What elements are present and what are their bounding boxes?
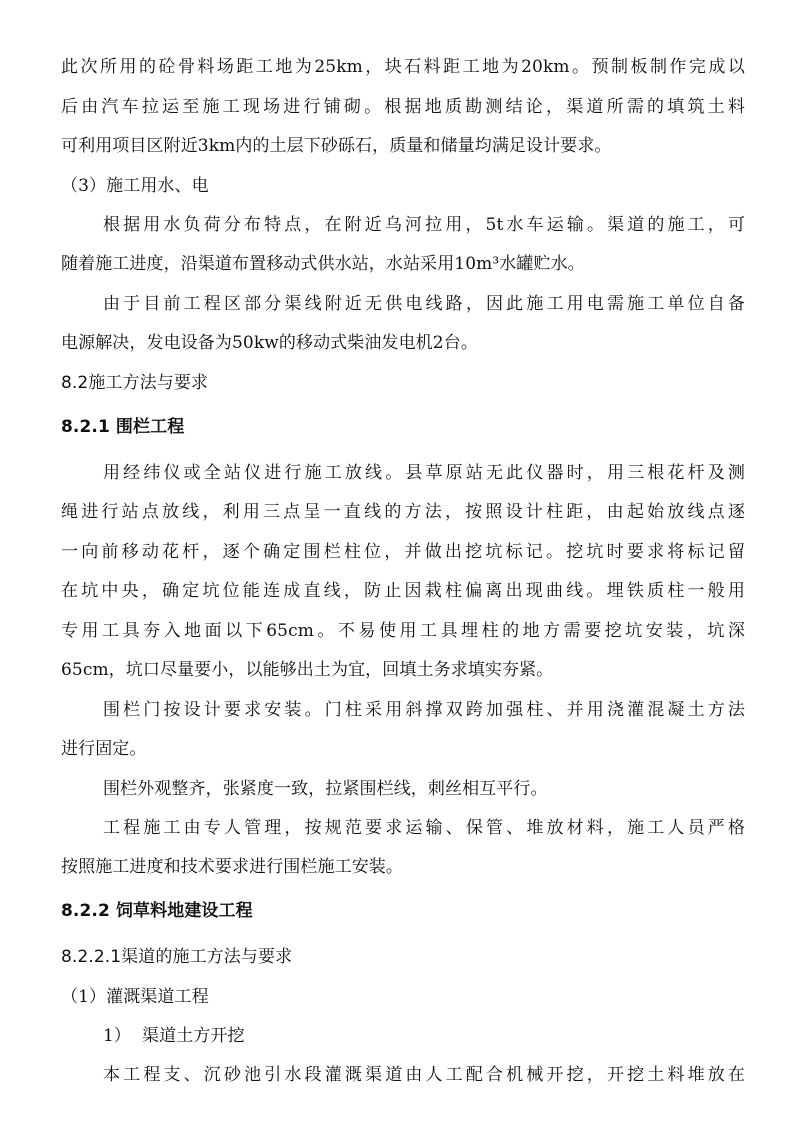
section-heading: 8.2施工方法与要求 [61, 373, 209, 393]
paragraph-line: 在坑中央，确定坑位能连成直线，防止因栽柱偏离出现曲线。埋铁质柱一般用 [61, 581, 745, 601]
paragraph-line: 由于目前工程区部分渠线附近无供电线路，因此施工用电需施工单位自备 [103, 294, 745, 314]
paragraph-line: 后由汽车拉运至施工现场进行铺砌。根据地质勘测结论，渠道所需的填筑土料 [61, 97, 745, 117]
paragraph-line: 可利用项目区附近3km内的土层下砂砾石，质量和储量均满足设计要求。 [61, 136, 612, 156]
subsection-heading: 8.2.2 饲草料地建设工程 [61, 901, 253, 921]
section-subheading: （3）施工用水、电 [61, 176, 209, 196]
paragraph-line: 专用工具夯入地面以下65cm。不易使用工具埋柱的地方需要挖坑安装，坑深 [61, 621, 745, 641]
paragraph-line: 围栏门按设计要求安装。门柱采用斜撑双跨加强柱、并用浇灌混凝土方法 [103, 700, 745, 720]
paragraph-line: 进行固定。 [61, 739, 147, 759]
paragraph-line: 65cm，坑口尽量要小，以能够出土为宜，回填土务求填实夯紧。 [61, 660, 554, 680]
paragraph-line: 随着施工进度，沿渠道布置移动式供水站，水站采用10m³水罐贮水。 [61, 254, 585, 274]
paragraph-line: 一向前移动花杆，逐个确定围栏柱位，并做出挖坑标记。挖坑时要求将标记留 [61, 542, 745, 562]
item-subheading: 1） 渠道土方开挖 [103, 1026, 245, 1046]
paragraph-line: 电源解决，发电设备为50kw的移动式柴油发电机2台。 [61, 333, 478, 353]
paragraph-line: 绳进行站点放线，利用三点呈一直线的方法，按照设计柱距，由起始放线点逐 [61, 502, 745, 522]
item-heading: （1）灌溉渠道工程 [61, 987, 209, 1007]
paragraph-line: 本工程支、沉砂池引水段灌溉渠道由人工配合机械开挖，开挖土料堆放在 [103, 1065, 745, 1085]
paragraph-line: 用经纬仪或全站仪进行施工放线。县草原站无此仪器时，用三根花杆及测 [103, 463, 745, 483]
paragraph-line: 此次所用的砼骨料场距工地为25km，块石料距工地为20km。预制板制作完成以 [61, 57, 745, 77]
subsubsection-heading: 8.2.2.1渠道的施工方法与要求 [61, 947, 293, 967]
paragraph-line: 按照施工进度和技术要求进行围栏施工安装。 [61, 857, 403, 877]
subsection-heading: 8.2.1 围栏工程 [61, 417, 185, 437]
paragraph-line: 围栏外观整齐，张紧度一致，拉紧围栏线，刺丝相互平行。 [103, 779, 548, 799]
paragraph-line: 工程施工由专人管理，按规范要求运输、保管、堆放材料，施工人员严格 [103, 818, 745, 838]
paragraph-line: 根据用水负荷分布特点，在附近乌河拉用，5t水车运输。渠道的施工，可 [103, 215, 745, 235]
